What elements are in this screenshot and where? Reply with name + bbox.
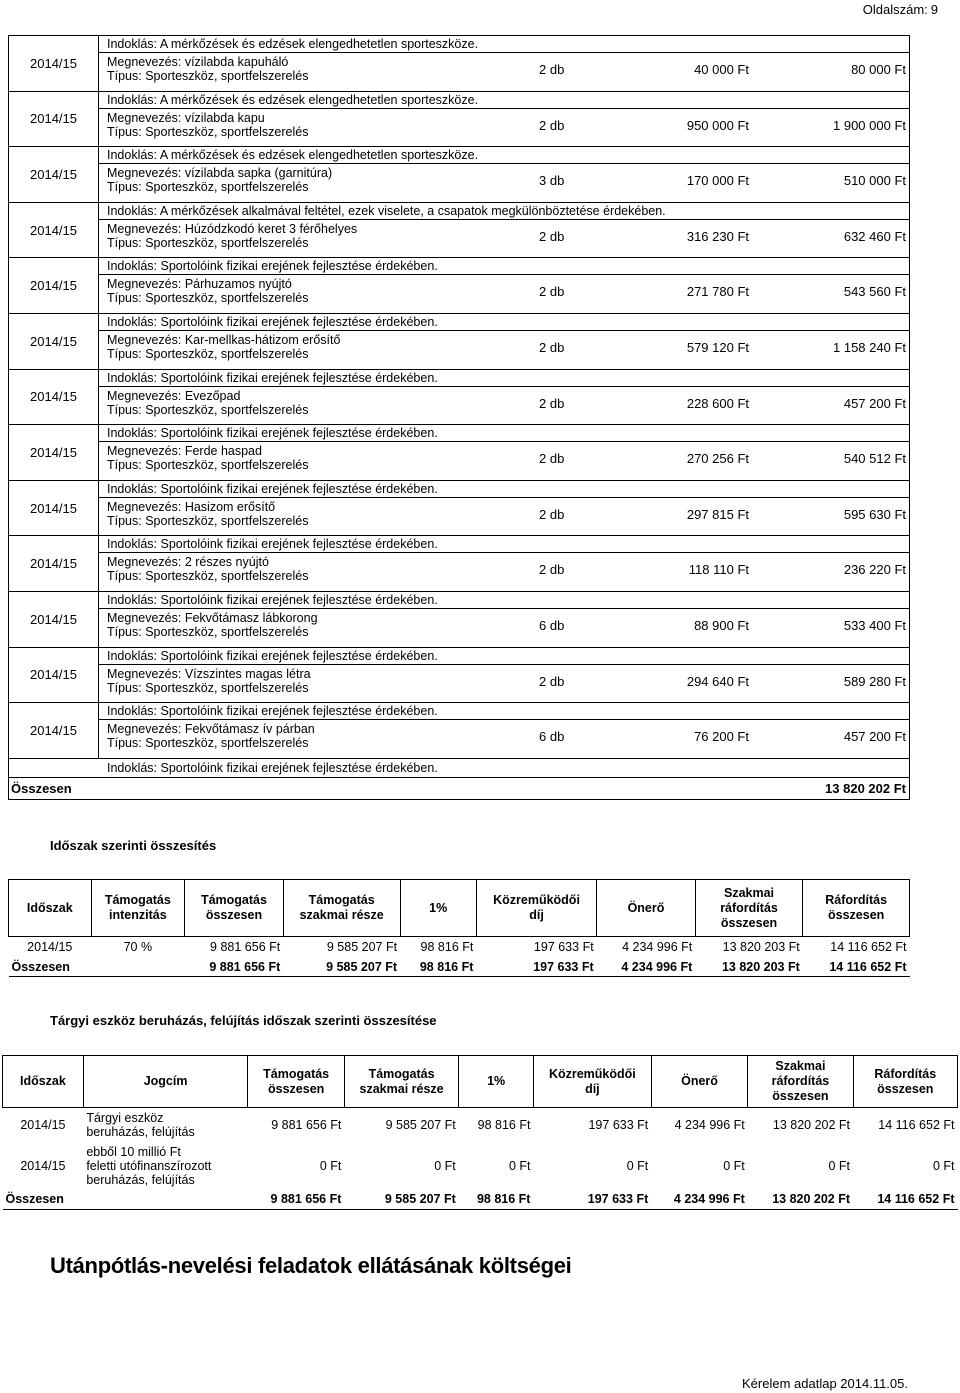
page-number-label: Oldalszám: [862, 2, 928, 17]
table-cell: 13 820 202 Ft [772, 1117, 851, 1132]
item-unit-price: 40 000 Ft [694, 62, 749, 77]
item-total: 457 200 Ft [843, 729, 906, 745]
footer-text: Kérelem adatlap 2014.11.05. [742, 1376, 908, 1391]
table-header-row [3, 1056, 958, 1108]
period-summary-title: Időszak szerinti összesítés [50, 838, 217, 853]
item-name: Megnevezés: 2 részes nyújtó [107, 555, 269, 570]
column-header: Támogatás intenzitás [91, 880, 185, 937]
item-type: Típus: Sporteszköz, sportfelszerelés [107, 680, 309, 695]
table-cell: 197 633 Ft [533, 940, 594, 955]
item-quantity: 2 db [539, 284, 565, 300]
table-total-cell: 4 234 996 Ft [597, 958, 696, 977]
item-type: Típus: Sporteszköz, sportfelszerelés [107, 69, 309, 83]
item-period: 2014/15 [9, 92, 99, 147]
column-header: Szakmai ráfordítás összesen [695, 880, 803, 937]
column-header: 1% [400, 880, 476, 937]
item-justification: Indoklás: Sportolóink fizikai erejének fejlesztése érdekében. [99, 370, 909, 387]
table-cell: 4 234 996 Ft [622, 940, 693, 955]
item-justification: Indoklás: Sportolóink fizikai erejének fejlesztése érdekében. [9, 759, 909, 778]
item-period: 2014/15 [9, 703, 99, 758]
item-period: 2014/15 [9, 258, 99, 313]
item-quantity: 6 db [539, 729, 565, 745]
table-total-cell: 98 816 Ft [459, 1190, 534, 1210]
table-cell: 70 % [123, 940, 153, 955]
item-quantity: 2 db [539, 506, 565, 522]
items-total-label: Összesen [11, 780, 72, 796]
item-type: Típus: Sporteszköz, sportfelszerelés [107, 235, 309, 250]
column-header: Ráfordítás összesen [803, 880, 910, 937]
item-type: Típus: Sporteszköz, sportfelszerelés [107, 513, 309, 528]
period-summary-table [8, 879, 910, 977]
table-total-cell: 197 633 Ft [476, 958, 596, 977]
column-header: Támogatás összesen [248, 1056, 345, 1108]
item-name: Megnevezés: Hasizom erősítő [107, 499, 276, 514]
table-row [9, 937, 910, 958]
table-cell: 9 585 207 Ft [385, 1117, 456, 1132]
item-row [9, 536, 909, 592]
table-cell: 0 Ft [319, 1158, 342, 1173]
item-row [9, 36, 909, 92]
item-type: Típus: Sporteszköz, sportfelszerelés [107, 346, 309, 361]
table-total-row [9, 958, 910, 977]
table-cell: 4 234 996 Ft [674, 1117, 745, 1132]
item-description [107, 111, 308, 139]
table-header-row [9, 880, 910, 937]
column-header: Támogatás összesen [185, 880, 284, 937]
table-cell: 0 Ft [434, 1158, 456, 1173]
section-heading: Utánpótlás-nevelési feladatok ellátásának költségei [50, 1253, 572, 1278]
item-type: Típus: Sporteszköz, sportfelszerelés [107, 569, 309, 584]
table-total-cell: 14 116 652 Ft [853, 1190, 957, 1210]
column-header: Ráfordítás összesen [853, 1056, 957, 1108]
table-total-cell: 197 633 Ft [533, 1190, 651, 1210]
table-total-cell: Összesen [9, 958, 92, 977]
table-cell: 0 Ft [932, 1158, 955, 1173]
table-cell: 2014/15 [20, 1158, 66, 1173]
table-cell: 14 116 652 Ft [830, 940, 907, 955]
item-name: Megnevezés: Vízszintes magas létra [107, 666, 311, 681]
item-type: Típus: Sporteszköz, sportfelszerelés [107, 458, 309, 473]
item-name: Megnevezés: Ferde haspad [107, 444, 262, 459]
item-description [107, 55, 308, 83]
table-total-cell: 9 585 207 Ft [344, 1190, 458, 1210]
item-quantity: 6 db [539, 617, 565, 633]
item-name: Megnevezés: Kar-mellkas-hátizom erősítő [107, 332, 341, 347]
items-table [8, 35, 910, 800]
item-type: Típus: Sporteszköz, sportfelszerelés [107, 402, 309, 417]
item-name: Megnevezés: vízilabda kapuháló [107, 55, 289, 69]
item-period: 2014/15 [9, 481, 99, 536]
item-total: 595 630 Ft [843, 506, 906, 522]
item-unit-price: 297 815 Ft [686, 506, 749, 522]
table-total-cell: 13 820 203 Ft [695, 958, 803, 977]
table-row [3, 1108, 958, 1142]
item-unit-price: 118 110 Ft [688, 562, 749, 578]
item-justification: Indoklás: Sportolóink fizikai erejének fejlesztése érdekében. [99, 481, 909, 498]
table-total-cell: 9 881 656 Ft [248, 1190, 345, 1210]
table-cell: 2014/15 [27, 940, 73, 955]
item-description [107, 333, 340, 361]
table-cell: ebből 10 millió Ft feletti utófinanszírozott beruházás, felújítás [86, 1144, 212, 1187]
table-total-cell: 4 234 996 Ft [651, 1190, 748, 1210]
table-cell: 0 Ft [626, 1158, 649, 1173]
table-total-cell [91, 958, 185, 977]
column-header: 1% [459, 1056, 534, 1108]
table-total-cell: Összesen [3, 1190, 84, 1210]
table-total-cell: 9 585 207 Ft [283, 958, 400, 977]
item-justification: Indoklás: Sportolóink fizikai erejének fejlesztése érdekében. [99, 258, 909, 275]
table-cell: 0 Ft [723, 1158, 745, 1173]
page-number [860, 2, 938, 17]
column-header: Önerő [651, 1056, 748, 1108]
item-row [9, 648, 909, 704]
item-justification: Indoklás: Sportolóink fizikai erejének fejlesztése érdekében. [99, 703, 909, 720]
item-justification: Indoklás: Sportolóink fizikai erejének fejlesztése érdekében. [99, 592, 909, 609]
column-header: Közreműködői díj [533, 1056, 651, 1108]
item-unit-price: 294 640 Ft [686, 673, 749, 689]
page-number-value: 9 [930, 2, 938, 17]
item-unit-price: 271 780 Ft [686, 284, 749, 300]
item-type: Típus: Sporteszköz, sportfelszerelés [107, 736, 309, 751]
table-total-cell: 98 816 Ft [400, 958, 476, 977]
item-row [9, 203, 909, 259]
item-type: Típus: Sporteszköz, sportfelszerelés [107, 291, 309, 306]
table-cell: Tárgyi eszköz beruházás, felújítás [86, 1110, 195, 1139]
column-header: Önerő [597, 880, 696, 937]
item-type: Típus: Sporteszköz, sportfelszerelés [107, 124, 309, 139]
item-unit-price: 270 256 Ft [686, 451, 749, 467]
item-quantity: 2 db [539, 228, 565, 244]
item-justification: Indoklás: A mérkőzések és edzések elengedhetetlen sporteszköze. [99, 36, 909, 53]
item-justification: Indoklás: Sportolóink fizikai erejének fejlesztése érdekében. [99, 425, 909, 442]
item-row [9, 592, 909, 648]
item-row [9, 703, 909, 759]
item-description [107, 389, 308, 417]
item-quantity: 3 db [539, 173, 565, 189]
item-name: Megnevezés: Evezőpad [107, 388, 241, 403]
item-unit-price: 228 600 Ft [686, 395, 749, 411]
table-total-cell [83, 1190, 248, 1210]
table-total-cell: 14 116 652 Ft [803, 958, 910, 977]
item-justification: Indoklás: A mérkőzések és edzések elengedhetetlen sporteszköze. [99, 147, 909, 164]
item-name: Megnevezés: vízilabda sapka (garnitúra) [107, 166, 333, 181]
item-description [107, 722, 315, 750]
item-total: 236 220 Ft [843, 562, 906, 578]
table-cell: 9 881 656 Ft [271, 1117, 342, 1132]
table-cell: 2014/15 [20, 1117, 66, 1132]
table-cell: 14 116 652 Ft [878, 1117, 955, 1132]
asset-summary-table [2, 1055, 958, 1210]
item-unit-price: 170 000 Ft [686, 173, 749, 189]
item-justification: Indoklás: Sportolóink fizikai erejének fejlesztése érdekében. [99, 648, 909, 665]
table-cell: 98 816 Ft [477, 1117, 531, 1132]
item-quantity: 2 db [539, 117, 565, 133]
table-cell: 98 816 Ft [420, 940, 474, 955]
item-quantity: 2 db [539, 673, 565, 689]
item-quantity: 2 db [539, 451, 565, 467]
item-unit-price: 316 230 Ft [686, 228, 749, 244]
item-row [9, 370, 909, 426]
item-justification: Indoklás: A mérkőzések és edzések elengedhetetlen sporteszköze. [99, 92, 909, 109]
item-row [9, 425, 909, 481]
item-total: 540 512 Ft [843, 451, 906, 467]
item-description [107, 611, 318, 639]
item-total: 510 000 Ft [843, 173, 906, 189]
item-period: 2014/15 [9, 147, 99, 202]
column-header: Jogcím [83, 1056, 248, 1108]
item-quantity: 2 db [539, 339, 565, 355]
column-header: Időszak [9, 880, 92, 937]
item-description [107, 500, 308, 528]
table-cell: 9 881 656 Ft [210, 940, 281, 955]
item-row [9, 481, 909, 537]
item-total: 533 400 Ft [843, 617, 906, 633]
item-name: Megnevezés: Fekvőtámasz lábkorong [107, 610, 318, 625]
item-total: 457 200 Ft [843, 395, 906, 411]
item-description [107, 222, 357, 250]
table-total-cell: 9 881 656 Ft [185, 958, 284, 977]
table-total-cell: 13 820 202 Ft [748, 1190, 853, 1210]
item-justification: Indoklás: Sportolóink fizikai erejének fejlesztése érdekében. [99, 536, 909, 553]
item-total: 80 000 Ft [851, 62, 906, 77]
items-total-row [9, 778, 909, 799]
item-unit-price: 950 000 Ft [686, 117, 749, 133]
item-description [107, 667, 311, 695]
item-name: Megnevezés: Párhuzamos nyújtó [107, 277, 292, 292]
item-total: 1 158 240 Ft [833, 339, 906, 355]
item-row [9, 258, 909, 314]
item-row [9, 92, 909, 148]
item-description [107, 444, 308, 472]
table-cell: 197 633 Ft [588, 1117, 649, 1132]
table-cell: 9 585 207 Ft [326, 940, 398, 955]
item-row [9, 314, 909, 370]
item-row [9, 147, 909, 203]
table-cell: 0 Ft [828, 1158, 851, 1173]
item-name: Megnevezés: Fekvőtámasz ív párban [107, 722, 315, 737]
items-total-value: 13 820 202 Ft [825, 780, 906, 796]
item-total: 1 900 000 Ft [833, 117, 906, 133]
table-total-row [3, 1190, 958, 1210]
item-period: 2014/15 [9, 536, 99, 591]
item-description [107, 555, 308, 583]
column-header: Szakmai ráfordítás összesen [748, 1056, 853, 1108]
item-total: 543 560 Ft [843, 284, 906, 300]
item-period: 2014/15 [9, 425, 99, 480]
item-justification: Indoklás: Sportolóink fizikai erejének fejlesztése érdekében. [99, 314, 909, 331]
item-unit-price: 579 120 Ft [686, 339, 749, 355]
item-period: 2014/15 [9, 314, 99, 369]
item-description [107, 166, 332, 194]
column-header: Időszak [3, 1056, 84, 1108]
table-row [3, 1142, 958, 1190]
item-quantity: 2 db [539, 62, 565, 77]
item-period: 2014/15 [9, 370, 99, 425]
item-period: 2014/15 [9, 648, 99, 703]
item-unit-price: 88 900 Ft [694, 617, 749, 633]
item-period: 2014/15 [9, 592, 99, 647]
item-period: 2014/15 [9, 36, 99, 91]
item-unit-price: 76 200 Ft [694, 729, 749, 745]
item-quantity: 2 db [539, 562, 565, 578]
item-period: 2014/15 [9, 203, 99, 258]
asset-summary-title: Tárgyi eszköz beruházás, felújítás időszak szerinti összesítése [50, 1013, 437, 1028]
column-header: Támogatás szakmai része [283, 880, 400, 937]
item-name: Megnevezés: vízilabda kapu [107, 110, 265, 125]
table-cell: 13 820 203 Ft [722, 940, 800, 955]
item-description [107, 277, 308, 305]
item-type: Típus: Sporteszköz, sportfelszerelés [107, 624, 309, 639]
column-header: Közreműködői díj [476, 880, 596, 937]
item-total: 589 280 Ft [843, 673, 906, 689]
item-total: 632 460 Ft [843, 228, 906, 244]
item-quantity: 2 db [539, 395, 565, 411]
item-name: Megnevezés: Húzódzkodó keret 3 férőhelyes [107, 221, 358, 236]
item-justification: Indoklás: A mérkőzések alkalmával feltétel, ezek viselete, a csapatok megkülönböztetése érdekében. [99, 203, 909, 220]
item-type: Típus: Sporteszköz, sportfelszerelés [107, 180, 309, 195]
table-cell: 0 Ft [508, 1158, 531, 1173]
column-header: Támogatás szakmai része [344, 1056, 458, 1108]
